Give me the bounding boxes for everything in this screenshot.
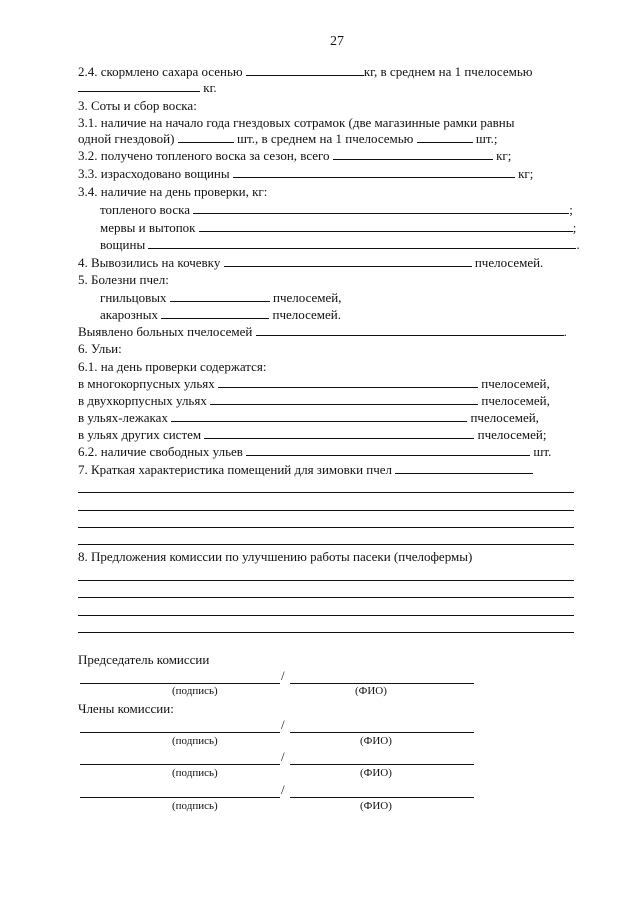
item-6-2-unit: шт. — [533, 444, 552, 459]
section-5-title: 5. Болезни пчел: — [78, 272, 169, 287]
sugar-autumn-field[interactable] — [246, 64, 364, 76]
chair-sign-line[interactable] — [80, 683, 280, 684]
member2-sign-caption: (подпись) — [172, 767, 218, 779]
item-6-1: 6.1. на день проверки содержатся: — [78, 359, 267, 374]
other-field[interactable] — [204, 427, 474, 439]
other-row — [78, 427, 546, 442]
double-unit: пчелосемей, — [481, 393, 550, 408]
member1-name-line[interactable] — [290, 732, 474, 733]
foundation-field[interactable] — [148, 237, 576, 249]
item-3-4: 3.4. наличие на день проверки, кг: — [78, 184, 268, 199]
sick-label: Выявлено больных пчелосемей — [78, 324, 253, 339]
migration-field[interactable] — [224, 255, 472, 267]
comb-frames-field[interactable] — [178, 131, 234, 143]
item-7-line-3[interactable] — [78, 527, 574, 528]
acar-row — [100, 307, 341, 322]
item-8-line-1[interactable] — [78, 580, 574, 581]
multi-unit: пчелосемей, — [481, 376, 550, 391]
acar-label: акарозных — [100, 307, 158, 322]
page-number: 27 — [330, 34, 344, 49]
lying-label: в ульях-лежаках — [78, 410, 168, 425]
item-3-1-cont — [78, 131, 497, 146]
member1-sign-caption: (подпись) — [172, 735, 218, 747]
merva-field[interactable] — [199, 220, 573, 232]
item-7-field[interactable] — [395, 462, 533, 474]
item-3-3-unit: кг; — [518, 166, 534, 181]
chair-name-caption: (ФИО) — [355, 685, 387, 697]
member2-name-line[interactable] — [290, 764, 474, 765]
item-8-line-4[interactable] — [78, 632, 574, 633]
member2-sign-line[interactable] — [80, 764, 280, 765]
double-row — [78, 393, 550, 408]
item-3-2-unit: кг; — [496, 148, 512, 163]
foundation-label: вощины — [100, 237, 146, 252]
wax-stock-label: топленого воска — [100, 202, 190, 217]
member3-sign-line[interactable] — [80, 797, 280, 798]
item-7-line-4[interactable] — [78, 544, 574, 545]
item-2-4-kg: кг. — [203, 80, 217, 95]
item-2-4-label: 2.4. скормлено сахара осенью — [78, 64, 243, 79]
sick-field[interactable] — [256, 324, 564, 336]
acar-unit: пчелосемей. — [272, 307, 341, 322]
sugar-per-colony-field[interactable] — [78, 80, 200, 92]
rot-field[interactable] — [170, 290, 270, 302]
item-8-line-2[interactable] — [78, 597, 574, 598]
item-2-4-cont — [78, 80, 217, 95]
wax-received-field[interactable] — [333, 148, 493, 160]
member3-slash: / — [281, 782, 285, 797]
acar-field[interactable] — [161, 307, 269, 319]
member3-sign-caption: (подпись) — [172, 800, 218, 812]
rot-row — [100, 290, 341, 305]
multi-label: в многокорпусных ульях — [78, 376, 215, 391]
member2-slash: / — [281, 749, 285, 764]
item-7-label: 7. Краткая характеристика помещений для зимовки пчел — [78, 462, 393, 477]
item-4-unit: пчелосемей. — [474, 255, 544, 270]
chair-title: Председатель комиссии — [78, 652, 210, 667]
item-3-2-label: 3.2. получено топленого воска за сезон, всего — [78, 148, 330, 163]
rot-unit: пчелосемей, — [273, 290, 342, 305]
item-3-1-label: одной гнездовой) — [78, 131, 175, 146]
item-7 — [78, 462, 533, 477]
double-field[interactable] — [210, 393, 478, 405]
wax-stock-end: ; — [569, 202, 573, 217]
member2-name-caption: (ФИО) — [360, 767, 392, 779]
section-3-title: 3. Соты и сбор воска: — [78, 98, 197, 113]
item-2-4-unit: кг, в среднем на 1 пчелосемью — [363, 64, 533, 79]
foundation-row — [100, 237, 580, 252]
multi-row — [78, 376, 550, 391]
item-8: 8. Предложения комиссии по улучшению работы пасеки (пчелофермы) — [78, 549, 473, 564]
merva-end: ; — [572, 220, 577, 235]
item-6-2 — [78, 444, 551, 459]
item-3-1: 3.1. наличие на начало года гнездовых сотрамок (две магазинные рамки равны — [78, 115, 515, 130]
chair-slash: / — [281, 668, 285, 683]
item-3-2 — [78, 148, 511, 163]
members-title: Члены комиссии: — [78, 701, 174, 716]
double-label: в двухкорпусных ульях — [78, 393, 207, 408]
other-label: в ульях других систем — [78, 427, 202, 442]
member1-sign-line[interactable] — [80, 732, 280, 733]
member3-name-caption: (ФИО) — [360, 800, 392, 812]
foundation-end: . — [576, 237, 580, 252]
wax-stock-field[interactable] — [193, 202, 569, 214]
other-unit: пчелосемей; — [477, 427, 547, 442]
comb-per-colony-field[interactable] — [417, 131, 473, 143]
chair-name-line[interactable] — [290, 683, 474, 684]
merva-label: мервы и вытопок — [100, 220, 196, 235]
item-3-3 — [78, 166, 533, 181]
item-4 — [78, 255, 543, 270]
item-3-1-unit: шт.; — [475, 131, 498, 146]
wax-stock-row — [100, 202, 573, 217]
section-6-title: 6. Ульи: — [78, 341, 122, 356]
member3-name-line[interactable] — [290, 797, 474, 798]
lying-unit: пчелосемей, — [470, 410, 539, 425]
item-2-4 — [78, 64, 533, 79]
lying-row — [78, 410, 539, 425]
foundation-used-field[interactable] — [233, 166, 515, 178]
item-3-3-label: 3.3. израсходовано вощины — [78, 166, 230, 181]
member1-name-caption: (ФИО) — [360, 735, 392, 747]
item-3-1-mid: шт., в среднем на 1 пчелосемью — [236, 131, 414, 146]
item-7-line-2[interactable] — [78, 510, 574, 511]
sick-end: . — [563, 324, 567, 339]
item-7-line-1[interactable] — [78, 492, 574, 493]
free-hives-field[interactable] — [246, 444, 530, 456]
item-8-line-3[interactable] — [78, 615, 574, 616]
multi-field[interactable] — [218, 376, 478, 388]
chair-sign-caption: (подпись) — [172, 685, 218, 697]
item-4-label: 4. Вывозились на кочевку — [78, 255, 221, 270]
merva-row — [100, 220, 576, 235]
member1-slash: / — [281, 717, 285, 732]
item-6-2-label: 6.2. наличие свободных ульев — [78, 444, 243, 459]
rot-label: гнильцовых — [100, 290, 167, 305]
lying-field[interactable] — [171, 410, 467, 422]
sick-row — [78, 324, 567, 339]
